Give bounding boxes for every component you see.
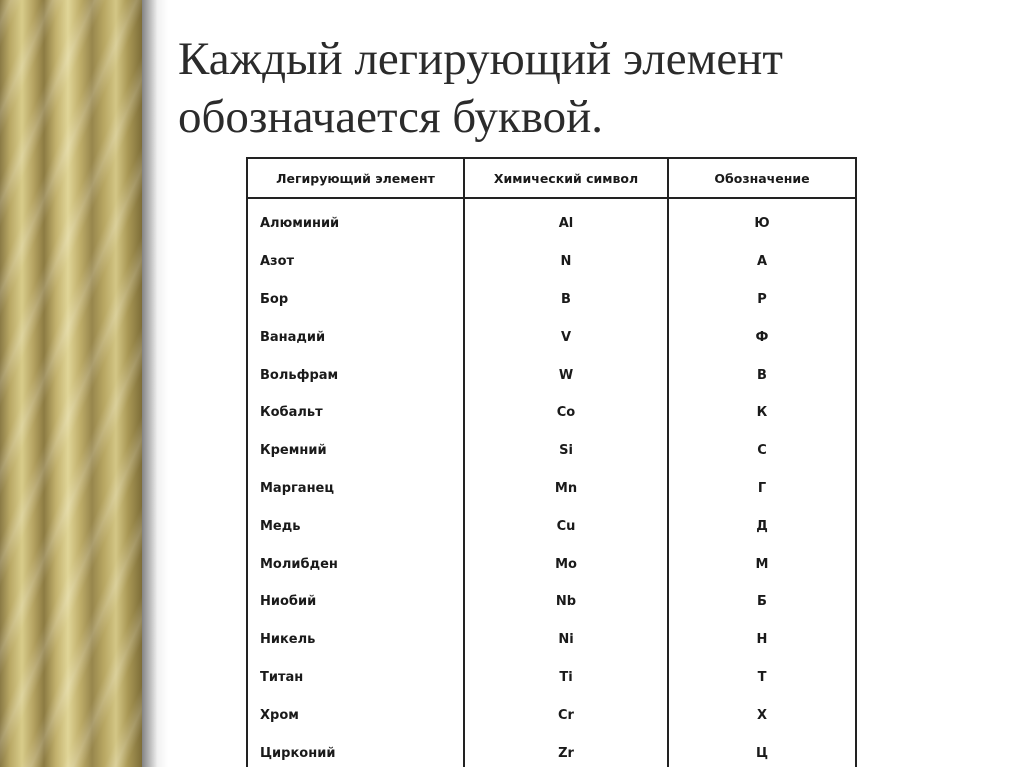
table-row: [248, 205, 855, 243]
cell-designation: Г: [668, 470, 855, 508]
cell-designation: Ц: [668, 734, 855, 767]
table-row: [248, 507, 855, 545]
table-row: [248, 621, 855, 659]
cell-symbol: Si: [464, 432, 668, 470]
cell-designation: В: [668, 356, 855, 394]
cell-element: Ванадий: [260, 329, 326, 345]
cell-designation: Б: [668, 583, 855, 621]
table-row: [248, 281, 855, 319]
cell-element: Азот: [260, 254, 295, 270]
cell-symbol: V: [464, 318, 668, 356]
cell-symbol: Ti: [464, 659, 668, 697]
cell-element: Титан: [260, 669, 304, 685]
table-row: [248, 432, 855, 470]
table-row: [248, 318, 855, 356]
table-row: [248, 394, 855, 432]
cell-designation: Д: [668, 507, 855, 545]
cell-designation: Н: [668, 621, 855, 659]
cell-element: Медь: [260, 518, 301, 534]
cell-symbol: Mo: [464, 545, 668, 583]
table-spacer: [248, 198, 855, 205]
table-row: [248, 545, 855, 583]
cell-designation: Х: [668, 696, 855, 734]
cell-symbol: Cr: [464, 696, 668, 734]
slide-title: [178, 30, 978, 146]
cell-element: Вольфрам: [260, 367, 339, 383]
cell-symbol: B: [464, 281, 668, 319]
table-row: [248, 470, 855, 508]
alloying-elements-table: [246, 157, 857, 767]
title-line-1: Каждый легирующий элемент: [178, 33, 783, 85]
cell-designation: Ф: [668, 318, 855, 356]
cell-symbol: Co: [464, 394, 668, 432]
table-row: [248, 583, 855, 621]
cell-designation: М: [668, 545, 855, 583]
cell-element: Молибден: [260, 556, 338, 572]
table-row: [248, 659, 855, 697]
cell-symbol: Ni: [464, 621, 668, 659]
table-row: [248, 243, 855, 281]
cell-designation: К: [668, 394, 855, 432]
cell-element: Марганец: [260, 480, 335, 496]
header-element: Легирующий элемент: [248, 159, 464, 198]
cell-symbol: N: [464, 243, 668, 281]
cell-symbol: W: [464, 356, 668, 394]
cell-element: Алюминий: [260, 216, 340, 232]
curtain-decoration: [0, 0, 142, 767]
table-body: [248, 198, 855, 767]
cell-element: Кремний: [260, 443, 327, 459]
cell-element: Бор: [260, 291, 289, 307]
cell-element: Кобальт: [260, 405, 323, 421]
cell-element: Ниобий: [260, 594, 317, 610]
cell-designation: С: [668, 432, 855, 470]
cell-symbol: Mn: [464, 470, 668, 508]
table-row: [248, 734, 855, 767]
cell-symbol: Cu: [464, 507, 668, 545]
curtain-shadow: [142, 0, 168, 767]
cell-symbol: Nb: [464, 583, 668, 621]
cell-symbol: Al: [464, 205, 668, 243]
table-row: [248, 356, 855, 394]
table-row: [248, 696, 855, 734]
cell-designation: Ю: [668, 205, 855, 243]
cell-element: Никель: [260, 632, 316, 648]
cell-designation: А: [668, 243, 855, 281]
table-header-row: [248, 159, 855, 198]
cell-element: Цирконий: [260, 745, 336, 761]
title-line-2: обозначается буквой.: [178, 91, 604, 143]
cell-designation: Р: [668, 281, 855, 319]
cell-symbol: Zr: [464, 734, 668, 767]
cell-designation: Т: [668, 659, 855, 697]
header-symbol: Химический символ: [464, 159, 668, 198]
header-designation: Обозначение: [668, 159, 855, 198]
cell-element: Хром: [260, 707, 299, 723]
